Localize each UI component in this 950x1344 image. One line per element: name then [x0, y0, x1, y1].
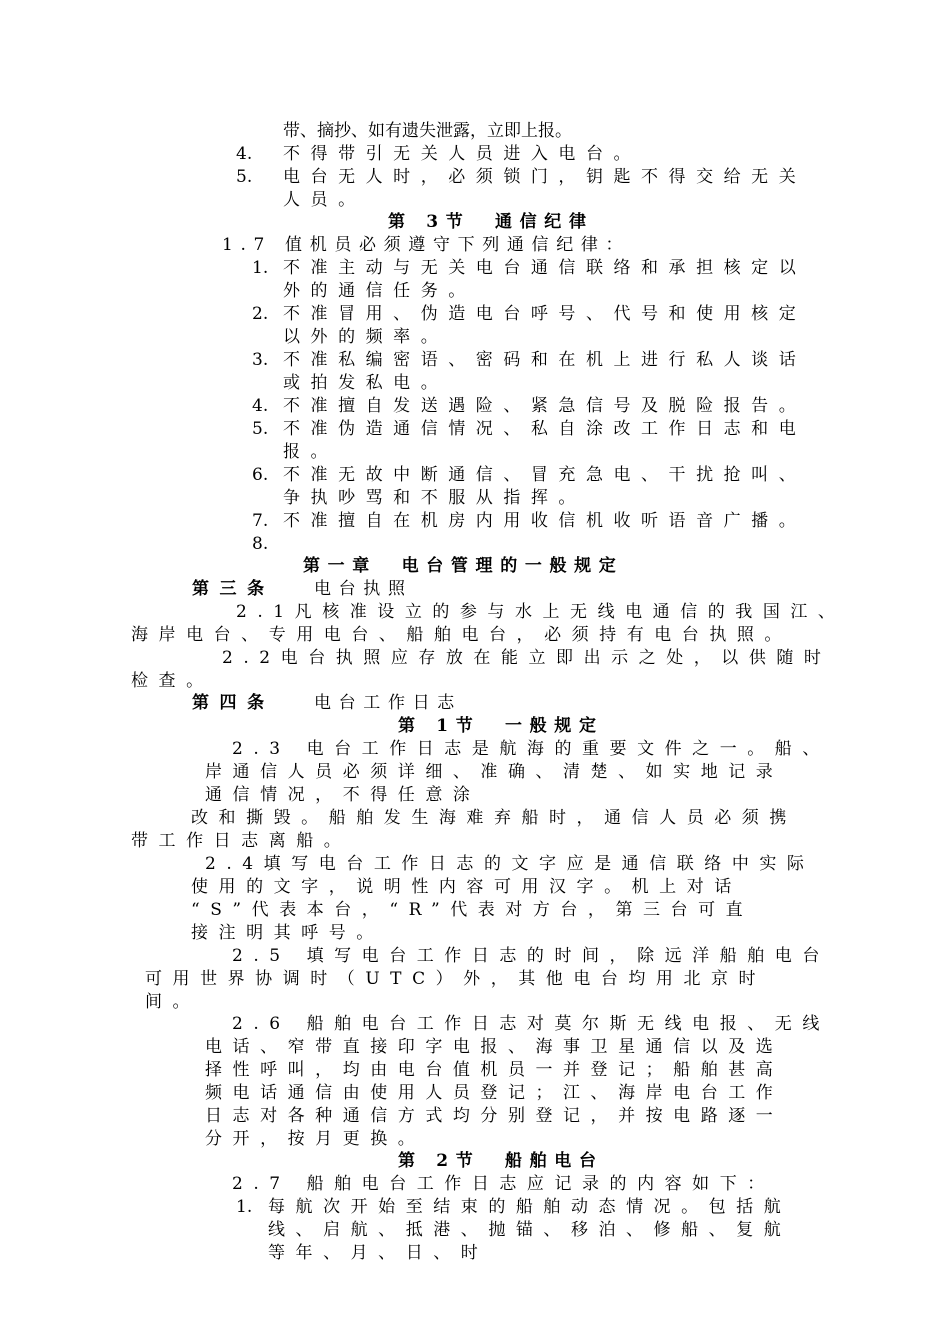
text-line: 人员。: [283, 190, 366, 210]
list-number: 1.: [252, 258, 269, 278]
text-line: 1.7 值机员必须遵守下列通信纪律：: [222, 235, 631, 255]
list-number: 7.: [252, 511, 269, 531]
text-line: 日志对各种通信方式均分别登记，并按电路逐一: [205, 1106, 784, 1126]
text-line: 争执吵骂和不服从指挥。: [283, 488, 586, 508]
article-heading: 第四条: [192, 693, 275, 713]
list-number: 1.: [236, 1197, 253, 1217]
text-line: 不准主动与无关电台通信联络和承担核定以: [283, 258, 807, 278]
text-line: 不准擅自发送遇险、紧急信号及脱险报告。: [283, 396, 807, 416]
text-line: 岸通信人员必须详细、准确、清楚、如实地记录: [205, 762, 784, 782]
text-line: 2.6 船舶电台工作日志对莫尔斯无线电报、无线: [232, 1014, 830, 1034]
list-number: 4.: [236, 144, 253, 164]
text-line: 2.7 船舶电台工作日志应记录的内容如下：: [232, 1174, 775, 1194]
text-line: 不得带引无关人员进入电台。: [283, 144, 642, 164]
article-title: 电台执照: [314, 579, 413, 599]
text-line: 不准私编密语、密码和在机上进行私人谈话: [283, 350, 807, 370]
text-line: 电话、窄带直接印字电报、海事卫星通信以及选: [205, 1037, 784, 1057]
text-line: 可用世界协调时（UTC）外，其他电台均用北京时: [145, 969, 767, 989]
text-line: 不准冒用、伪造电台呼号、代号和使用核定: [283, 304, 807, 324]
text-line: 2.3 电台工作日志是航海的重要文件之一。船、: [232, 739, 830, 759]
list-number: 5.: [252, 419, 269, 439]
list-number: 4.: [252, 396, 269, 416]
text-line: 间。: [145, 992, 201, 1012]
chapter-heading: 第一章 电台管理的一般规定: [303, 556, 624, 576]
text-line: 带、摘抄、如有遗失泄露，立即上报。: [283, 121, 572, 141]
text-line: 通信情况，不得任意涂: [205, 785, 481, 805]
section-heading: 第 3节 通信纪律: [388, 212, 594, 232]
text-line: 海岸电台、专用电台、船舶电台，必须持有电台执照。: [131, 625, 792, 645]
text-line: “S”代表本台，“R”代表对方台，第三台可直: [191, 900, 754, 920]
text-line: 频电话通信由使用人员登记；江、海岸电台工作: [205, 1083, 784, 1103]
text-line: 改和撕毁。船舶发生海难弃船时，通信人员必须携: [191, 808, 797, 828]
list-number: 2.: [252, 304, 269, 324]
list-number: 3.: [252, 350, 269, 370]
text-line: 分开，按月更换。: [205, 1129, 426, 1149]
text-line: 不准擅自在机房内用收信机收听语音广播。: [283, 511, 807, 531]
text-line: 2.2电台执照应存放在能立即出示之处，以供随时: [222, 648, 832, 668]
text-line: 外的通信任务。: [283, 281, 476, 301]
article-heading: 第三条: [192, 579, 275, 599]
text-line: 择性呼叫，均由电台值机员一并登记；船舶甚高: [205, 1060, 784, 1080]
text-line: 每航次开始至结束的船舶动态情况。包括航: [268, 1197, 792, 1217]
text-line: 2.5 填写电台工作日志的时间，除远洋船舶电台: [232, 946, 830, 966]
text-line: 不准伪造通信情况、私自涂改工作日志和电: [283, 419, 807, 439]
text-line: 报。: [283, 442, 339, 462]
text-line: 检查。: [131, 671, 214, 691]
list-number: 8.: [252, 534, 269, 554]
section-heading: 第 2节 船舶电台: [398, 1151, 604, 1171]
text-line: 2.1凡核准设立的参与水上无线电通信的我国江、: [236, 602, 846, 622]
text-line: 使用的文字，说明性内容可用汉字。机上对话: [191, 877, 742, 897]
text-line: 接注明其呼号。: [191, 923, 384, 943]
list-number: 5.: [236, 167, 253, 187]
section-heading: 第 1节 一般规定: [398, 716, 604, 736]
text-line: 2.4填写电台工作日志的文字应是通信联络中实际: [205, 854, 815, 874]
text-line: 带工作日志离船。: [131, 831, 352, 851]
text-line: 或拍发私电。: [283, 373, 449, 393]
text-line: 不准无故中断通信、冒充急电、干扰抢叫、: [283, 465, 807, 485]
text-line: 等年、月、日、时: [268, 1243, 489, 1263]
article-title: 电台工作日志: [314, 693, 462, 713]
text-line: 电台无人时，必须锁门，钥匙不得交给无关: [283, 167, 807, 187]
list-number: 6.: [252, 465, 269, 485]
text-line: 线、启航、抵港、抛锚、移泊、修船、复航: [268, 1220, 792, 1240]
text-line: 以外的频率。: [283, 327, 449, 347]
